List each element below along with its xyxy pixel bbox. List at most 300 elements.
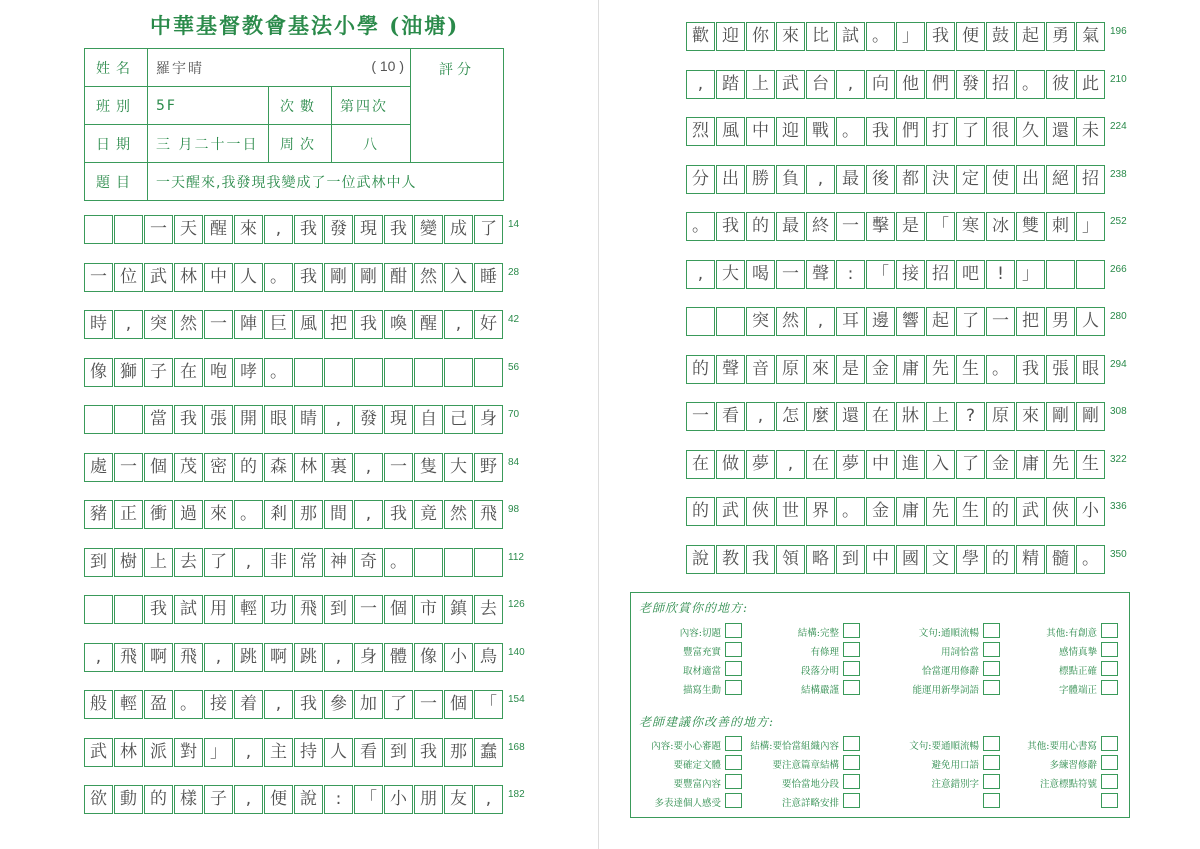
handwritten-char: 我 bbox=[180, 409, 197, 429]
handwritten-char: 子 bbox=[210, 789, 227, 809]
handwritten-char: , bbox=[275, 694, 282, 714]
handwritten-char: 勝 bbox=[752, 168, 769, 189]
handwritten-char: 小 bbox=[390, 789, 407, 809]
handwritten-char: 突 bbox=[752, 311, 769, 331]
handwritten-char: 加 bbox=[360, 694, 377, 714]
handwritten-char: 招 bbox=[932, 263, 949, 284]
handwritten-char: 張 bbox=[1052, 358, 1069, 379]
handwritten-char: 上 bbox=[752, 73, 769, 94]
handwritten-char: 哮 bbox=[240, 361, 257, 382]
handwritten-char: 是 bbox=[902, 216, 919, 236]
handwritten-char: 豬 bbox=[90, 504, 107, 524]
handwritten-char: 子 bbox=[150, 361, 167, 382]
handwritten-char: 眼 bbox=[270, 409, 287, 429]
feedback-checkbox[interactable] bbox=[983, 661, 1000, 676]
handwritten-char: 便 bbox=[270, 789, 287, 809]
handwritten-char: 定 bbox=[962, 168, 979, 189]
handwritten-char: 在 bbox=[180, 361, 197, 382]
feedback-item: 要確定文體 bbox=[673, 760, 721, 771]
character-count: 98 bbox=[508, 504, 520, 515]
feedback-item: 用詞恰當 bbox=[940, 647, 979, 658]
feedback-checkbox[interactable] bbox=[843, 755, 860, 770]
feedback-checkbox[interactable] bbox=[983, 793, 1000, 808]
handwritten-char: 般 bbox=[90, 694, 107, 714]
grid-cell bbox=[84, 215, 113, 244]
feedback-checkbox[interactable] bbox=[843, 661, 860, 676]
handwritten-char: 發 bbox=[360, 409, 377, 429]
handwritten-char: 彼 bbox=[1052, 73, 1069, 94]
handwritten-char: 歡 bbox=[692, 26, 709, 46]
handwritten-char: 。 bbox=[270, 361, 287, 382]
handwritten-char: 。 bbox=[992, 358, 1009, 379]
handwritten-char: 。 bbox=[1082, 548, 1099, 569]
grid-cell bbox=[84, 405, 113, 434]
handwritten-char: 聲 bbox=[722, 358, 739, 379]
handwritten-char: 使 bbox=[992, 168, 1009, 189]
handwritten-char: 進 bbox=[902, 453, 919, 474]
handwritten-char: 把 bbox=[1022, 311, 1039, 331]
handwritten-char: 飛 bbox=[300, 599, 317, 619]
handwritten-char: 看 bbox=[722, 406, 739, 426]
handwritten-char: 樣 bbox=[180, 789, 197, 809]
handwritten-char: 武 bbox=[150, 266, 167, 287]
handwritten-char: 睛 bbox=[300, 409, 317, 429]
handwritten-char: 輕 bbox=[240, 599, 257, 619]
handwritten-char: 飛 bbox=[480, 504, 497, 524]
handwritten-char: 原 bbox=[782, 358, 799, 379]
feedback-checkbox[interactable] bbox=[725, 755, 742, 770]
handwritten-char: 界 bbox=[812, 501, 829, 521]
grid-cell bbox=[114, 215, 143, 244]
character-count: 70 bbox=[508, 409, 520, 420]
handwritten-char: 欲 bbox=[90, 789, 107, 809]
handwritten-char: 野 bbox=[480, 456, 497, 477]
handwritten-char: 」 bbox=[210, 741, 227, 762]
handwritten-char: 生 bbox=[962, 358, 979, 379]
feedback-checkbox[interactable] bbox=[983, 642, 1000, 657]
handwritten-char: 。 bbox=[842, 121, 859, 141]
handwritten-char: 烈 bbox=[692, 121, 709, 141]
handwritten-char: 上 bbox=[932, 406, 949, 426]
handwritten-char: 「 bbox=[360, 789, 377, 809]
character-count: 84 bbox=[508, 456, 520, 468]
handwritten-char: 剛 bbox=[330, 266, 347, 287]
handwritten-char: 森 bbox=[270, 456, 287, 477]
feedback-checkbox[interactable] bbox=[1101, 680, 1118, 695]
handwritten-char: 我 bbox=[300, 694, 317, 714]
handwritten-char: 來 bbox=[240, 219, 257, 239]
handwritten-char: 最 bbox=[782, 216, 799, 236]
handwritten-char: 庸 bbox=[1022, 453, 1039, 474]
handwritten-char: 入 bbox=[450, 266, 467, 287]
handwritten-char: 飛 bbox=[180, 646, 197, 667]
feedback-checkbox[interactable] bbox=[843, 793, 860, 808]
handwritten-char: , bbox=[697, 263, 704, 284]
handwritten-char: 一 bbox=[210, 314, 227, 334]
handwritten-char: 過 bbox=[180, 504, 197, 524]
handwritten-char: 聲 bbox=[812, 263, 829, 284]
handwritten-char: 「 bbox=[872, 263, 889, 284]
handwritten-char: 朋 bbox=[420, 789, 437, 809]
handwritten-char: 像 bbox=[420, 646, 437, 667]
handwritten-char: 他 bbox=[902, 73, 919, 94]
handwritten-char: 大 bbox=[722, 263, 739, 284]
handwritten-char: 做 bbox=[722, 453, 739, 474]
handwritten-char: : bbox=[847, 263, 854, 284]
handwritten-char: 林 bbox=[120, 741, 137, 762]
handwritten-char: 小 bbox=[1082, 501, 1099, 521]
handwritten-char: 「 bbox=[480, 694, 497, 714]
handwritten-char: 發 bbox=[330, 219, 347, 239]
feedback-item: 結構:完整 bbox=[797, 628, 839, 639]
character-count: 56 bbox=[508, 361, 520, 373]
handwritten-char: 巨 bbox=[270, 314, 287, 334]
handwritten-char: 。 bbox=[842, 501, 859, 521]
praise-title: 老師欣賞你的地方: bbox=[639, 601, 749, 615]
handwritten-char: 先 bbox=[1052, 453, 1069, 474]
handwritten-char: 世 bbox=[782, 501, 799, 521]
handwritten-char: 醒 bbox=[210, 219, 227, 239]
handwritten-char: , bbox=[125, 314, 132, 334]
handwritten-char: 然 bbox=[450, 504, 467, 524]
handwritten-char: 在 bbox=[692, 453, 709, 474]
handwritten-char: 密 bbox=[210, 456, 227, 477]
handwritten-char: 。 bbox=[692, 216, 709, 236]
handwritten-char: , bbox=[335, 646, 342, 667]
feedback-checkbox[interactable] bbox=[983, 680, 1000, 695]
handwritten-char: 生 bbox=[962, 501, 979, 521]
handwritten-char: 比 bbox=[812, 26, 829, 46]
handwritten-char: , bbox=[847, 73, 854, 94]
handwritten-char: 你 bbox=[752, 26, 769, 46]
handwritten-char: 對 bbox=[180, 741, 197, 762]
handwritten-char: 我 bbox=[722, 216, 739, 236]
handwritten-char: 勇 bbox=[1052, 26, 1069, 46]
handwritten-char: 了 bbox=[480, 219, 497, 239]
handwritten-char: 上 bbox=[150, 551, 167, 572]
feedback-item: 注意錯別字 bbox=[931, 779, 979, 790]
feedback-item: 有條理 bbox=[810, 647, 839, 658]
handwritten-char: 招 bbox=[1082, 168, 1099, 189]
date-label: 日期 bbox=[85, 125, 148, 163]
class-value: 5F bbox=[148, 87, 269, 125]
handwritten-char: 俠 bbox=[752, 501, 769, 521]
feedback-item: 其他:要用心書寫 bbox=[1027, 741, 1097, 752]
handwritten-char: 喝 bbox=[752, 263, 769, 284]
handwritten-char: 一 bbox=[360, 599, 377, 619]
teacher-feedback-box bbox=[630, 592, 1130, 818]
grid-cell bbox=[84, 595, 113, 624]
character-count: 196 bbox=[1110, 26, 1127, 37]
feedback-checkbox[interactable] bbox=[843, 736, 860, 751]
handwritten-char: 樹 bbox=[120, 551, 137, 572]
handwritten-char: 台 bbox=[812, 73, 829, 94]
handwritten-char: 擊 bbox=[872, 216, 889, 236]
handwritten-char: 來 bbox=[1022, 406, 1039, 426]
handwritten-char: 飛 bbox=[120, 646, 137, 667]
score-cell bbox=[411, 49, 504, 163]
feedback-item: 要豐富內容 bbox=[673, 779, 721, 790]
handwritten-char: 耳 bbox=[842, 311, 859, 331]
handwritten-char: 隻 bbox=[420, 456, 437, 477]
handwritten-char: 個 bbox=[450, 694, 467, 714]
handwritten-char: 。 bbox=[180, 694, 197, 714]
handwritten-char: 位 bbox=[120, 266, 137, 287]
handwritten-char: 說 bbox=[300, 789, 317, 809]
handwritten-char: 我 bbox=[300, 266, 317, 287]
handwritten-char: 麼 bbox=[812, 406, 829, 426]
handwritten-char: 最 bbox=[842, 168, 859, 189]
feedback-checkbox[interactable] bbox=[1101, 642, 1118, 657]
feedback-checkbox[interactable] bbox=[1101, 755, 1118, 770]
handwritten-char: 個 bbox=[150, 456, 167, 477]
handwritten-char: 負 bbox=[782, 168, 799, 189]
grid-cell bbox=[716, 307, 745, 336]
feedback-checkbox[interactable] bbox=[1101, 623, 1118, 638]
handwritten-char: 友 bbox=[450, 789, 467, 809]
handwritten-char: 接 bbox=[210, 694, 227, 714]
handwritten-char: 便 bbox=[962, 26, 979, 46]
character-count: 140 bbox=[508, 646, 525, 658]
handwritten-char: 林 bbox=[300, 456, 317, 477]
character-count: 182 bbox=[508, 789, 525, 800]
handwritten-char: 我 bbox=[932, 26, 949, 46]
handwritten-char: 到 bbox=[390, 741, 407, 762]
handwritten-char: 的 bbox=[240, 456, 257, 477]
grid-cell bbox=[474, 358, 503, 387]
handwritten-char: , bbox=[697, 73, 704, 94]
feedback-checkbox[interactable] bbox=[725, 774, 742, 789]
feedback-item: 注意標點符號 bbox=[1039, 779, 1097, 790]
handwritten-char: 踏 bbox=[722, 73, 739, 94]
handwritten-char: 們 bbox=[932, 73, 949, 94]
handwritten-char: 終 bbox=[812, 216, 829, 236]
handwritten-char: 中 bbox=[210, 266, 227, 287]
grid-cell bbox=[444, 548, 473, 577]
handwritten-char: 盈 bbox=[150, 694, 167, 714]
handwritten-char: 生 bbox=[1082, 453, 1099, 474]
handwritten-char: 林 bbox=[180, 266, 197, 287]
handwritten-char: 風 bbox=[722, 121, 739, 141]
feedback-checkbox[interactable] bbox=[725, 736, 742, 751]
feedback-checkbox[interactable] bbox=[1101, 774, 1118, 789]
handwritten-char: 一 bbox=[692, 406, 709, 426]
handwritten-char: 裏 bbox=[330, 456, 347, 477]
handwritten-char: 我 bbox=[150, 599, 167, 619]
handwritten-char: 決 bbox=[932, 168, 949, 189]
feedback-checkbox[interactable] bbox=[983, 623, 1000, 638]
week-label: 周次 bbox=[269, 125, 332, 163]
feedback-item: 注意詳略安排 bbox=[781, 798, 839, 809]
handwritten-char: 變 bbox=[420, 219, 437, 239]
handwritten-char: , bbox=[817, 168, 824, 189]
handwritten-char: 跳 bbox=[240, 646, 257, 667]
handwritten-char: 突 bbox=[150, 314, 167, 334]
grid-cell bbox=[294, 358, 323, 387]
handwritten-char: 醒 bbox=[420, 314, 437, 334]
character-count: 126 bbox=[508, 599, 525, 610]
name-value: 羅宇晴 bbox=[156, 60, 204, 77]
handwritten-char: 牀 bbox=[902, 406, 919, 426]
handwritten-char: 把 bbox=[330, 314, 347, 334]
handwritten-char: 跳 bbox=[300, 646, 317, 667]
handwritten-char: , bbox=[245, 551, 252, 572]
handwritten-char: 」 bbox=[1022, 263, 1039, 284]
handwritten-char: 響 bbox=[902, 311, 919, 331]
handwritten-char: 一 bbox=[842, 216, 859, 236]
feedback-checkbox[interactable] bbox=[1101, 661, 1118, 676]
character-count: 14 bbox=[508, 219, 520, 230]
feedback-item: 內容:切題 bbox=[679, 628, 721, 639]
grid-cell bbox=[474, 548, 503, 577]
handwritten-char: 發 bbox=[962, 73, 979, 94]
handwritten-char: 起 bbox=[932, 311, 949, 331]
handwritten-char: 的 bbox=[692, 501, 709, 521]
feedback-checkbox[interactable] bbox=[843, 623, 860, 638]
feedback-checkbox[interactable] bbox=[1101, 793, 1118, 808]
handwritten-char: 俠 bbox=[1052, 501, 1069, 521]
handwritten-char: 我 bbox=[360, 314, 377, 334]
character-count: 280 bbox=[1110, 311, 1127, 322]
handwritten-char: 音 bbox=[752, 358, 769, 379]
handwritten-char: : bbox=[335, 789, 342, 809]
handwritten-char: 還 bbox=[842, 406, 859, 426]
character-count: 266 bbox=[1110, 263, 1127, 275]
handwritten-char: 後 bbox=[872, 168, 889, 189]
grid-cell bbox=[414, 548, 443, 577]
handwritten-char: 久 bbox=[1022, 121, 1039, 141]
feedback-checkbox[interactable] bbox=[843, 680, 860, 695]
feedback-item: 多表達個人感受 bbox=[654, 798, 721, 809]
feedback-item: 段落分明 bbox=[800, 666, 839, 677]
handwritten-char: 神 bbox=[330, 551, 347, 572]
handwritten-char: 略 bbox=[812, 548, 829, 569]
handwritten-char: 到 bbox=[842, 548, 859, 569]
handwritten-char: 眼 bbox=[1082, 358, 1099, 379]
handwritten-char: 那 bbox=[450, 741, 467, 762]
feedback-item: 內容:要小心審題 bbox=[651, 741, 721, 752]
handwritten-char: 體 bbox=[390, 646, 407, 667]
feedback-checkbox[interactable] bbox=[725, 623, 742, 638]
handwritten-char: 鳥 bbox=[480, 646, 497, 667]
handwritten-char: 武 bbox=[1022, 501, 1039, 521]
grid-cell bbox=[444, 358, 473, 387]
handwritten-char: 蠢 bbox=[480, 741, 497, 762]
handwritten-char: 」 bbox=[1082, 216, 1099, 236]
feedback-item: 避免用口語 bbox=[931, 760, 979, 771]
handwritten-char: 在 bbox=[872, 406, 889, 426]
handwritten-char: , bbox=[215, 646, 222, 667]
topic-label: 題目 bbox=[85, 163, 148, 201]
handwritten-char: 剛 bbox=[360, 266, 377, 287]
handwritten-char: 我 bbox=[300, 219, 317, 239]
handwritten-char: 參 bbox=[330, 694, 347, 714]
feedback-checkbox[interactable] bbox=[983, 755, 1000, 770]
handwritten-char: 國 bbox=[902, 548, 919, 569]
topic-value: 一天醒來,我發現我變成了一位武林中人 bbox=[148, 163, 504, 201]
character-count: 252 bbox=[1110, 216, 1127, 227]
handwritten-char: 着 bbox=[240, 694, 257, 714]
handwritten-char: 一 bbox=[150, 219, 167, 239]
grid-cell bbox=[114, 595, 143, 624]
handwritten-char: 好 bbox=[480, 314, 497, 334]
week-value: 八 bbox=[332, 125, 411, 163]
name-label: 姓名 bbox=[85, 49, 148, 87]
feedback-checkbox[interactable] bbox=[843, 774, 860, 789]
school-title: 中華基督教會基法小學 (油塘) bbox=[150, 13, 460, 38]
handwritten-char: 自 bbox=[420, 409, 437, 429]
handwritten-char: 武 bbox=[722, 501, 739, 521]
handwritten-char: 剛 bbox=[1052, 406, 1069, 426]
handwritten-char: 持 bbox=[300, 741, 317, 762]
character-count: 308 bbox=[1110, 406, 1127, 417]
handwritten-char: 招 bbox=[992, 73, 1009, 94]
handwritten-char: , bbox=[245, 741, 252, 762]
character-count: 350 bbox=[1110, 548, 1127, 560]
feedback-checkbox[interactable] bbox=[843, 642, 860, 657]
handwritten-char: 分 bbox=[692, 168, 709, 189]
name-cell bbox=[148, 49, 411, 87]
handwritten-char: 人 bbox=[1082, 311, 1099, 331]
handwritten-char: 市 bbox=[420, 599, 437, 619]
handwritten-char: 寒 bbox=[962, 216, 979, 236]
handwritten-char: , bbox=[485, 789, 492, 809]
feedback-checkbox[interactable] bbox=[725, 793, 742, 808]
handwritten-char: 一 bbox=[390, 456, 407, 477]
handwritten-char: 大 bbox=[450, 456, 467, 477]
character-count: 168 bbox=[508, 741, 525, 753]
grid-cell bbox=[384, 358, 413, 387]
handwritten-char: 看 bbox=[360, 741, 377, 762]
character-count: 154 bbox=[508, 694, 525, 705]
handwritten-char: 」 bbox=[902, 26, 919, 46]
handwritten-char: 獅 bbox=[120, 361, 137, 382]
handwritten-char: 小 bbox=[450, 646, 467, 667]
handwritten-char: 我 bbox=[1022, 358, 1039, 379]
handwritten-char: 動 bbox=[120, 789, 137, 809]
handwritten-char: 用 bbox=[210, 599, 227, 619]
handwritten-char: 我 bbox=[390, 219, 407, 239]
handwritten-char: 現 bbox=[390, 409, 407, 429]
handwritten-char: 。 bbox=[872, 26, 889, 46]
handwritten-char: 武 bbox=[90, 741, 107, 762]
handwritten-char: 人 bbox=[330, 741, 347, 762]
feedback-checkbox[interactable] bbox=[983, 774, 1000, 789]
feedback-checkbox[interactable] bbox=[1101, 736, 1118, 751]
handwritten-char: 戰 bbox=[812, 121, 829, 141]
handwritten-char: 了 bbox=[962, 121, 979, 141]
handwritten-char: 一 bbox=[420, 694, 437, 714]
feedback-checkbox[interactable] bbox=[725, 642, 742, 657]
times-label: 次數 bbox=[269, 87, 332, 125]
handwritten-char: 一 bbox=[120, 456, 137, 477]
feedback-checkbox[interactable] bbox=[725, 680, 742, 695]
handwritten-char: 的 bbox=[752, 216, 769, 236]
handwritten-char: ? bbox=[965, 406, 976, 426]
handwritten-char: , bbox=[275, 219, 282, 239]
feedback-checkbox[interactable] bbox=[725, 661, 742, 676]
handwritten-char: 茂 bbox=[180, 456, 197, 477]
handwritten-char: 試 bbox=[180, 599, 197, 619]
handwritten-char: 一 bbox=[782, 263, 799, 284]
character-count: 336 bbox=[1110, 501, 1127, 512]
feedback-item: 字體端正 bbox=[1058, 685, 1097, 696]
handwritten-char: , bbox=[365, 456, 372, 477]
handwritten-char: 我 bbox=[390, 504, 407, 524]
handwritten-char: 了 bbox=[210, 551, 227, 572]
feedback-checkbox[interactable] bbox=[983, 736, 1000, 751]
handwritten-char: 金 bbox=[872, 501, 889, 521]
